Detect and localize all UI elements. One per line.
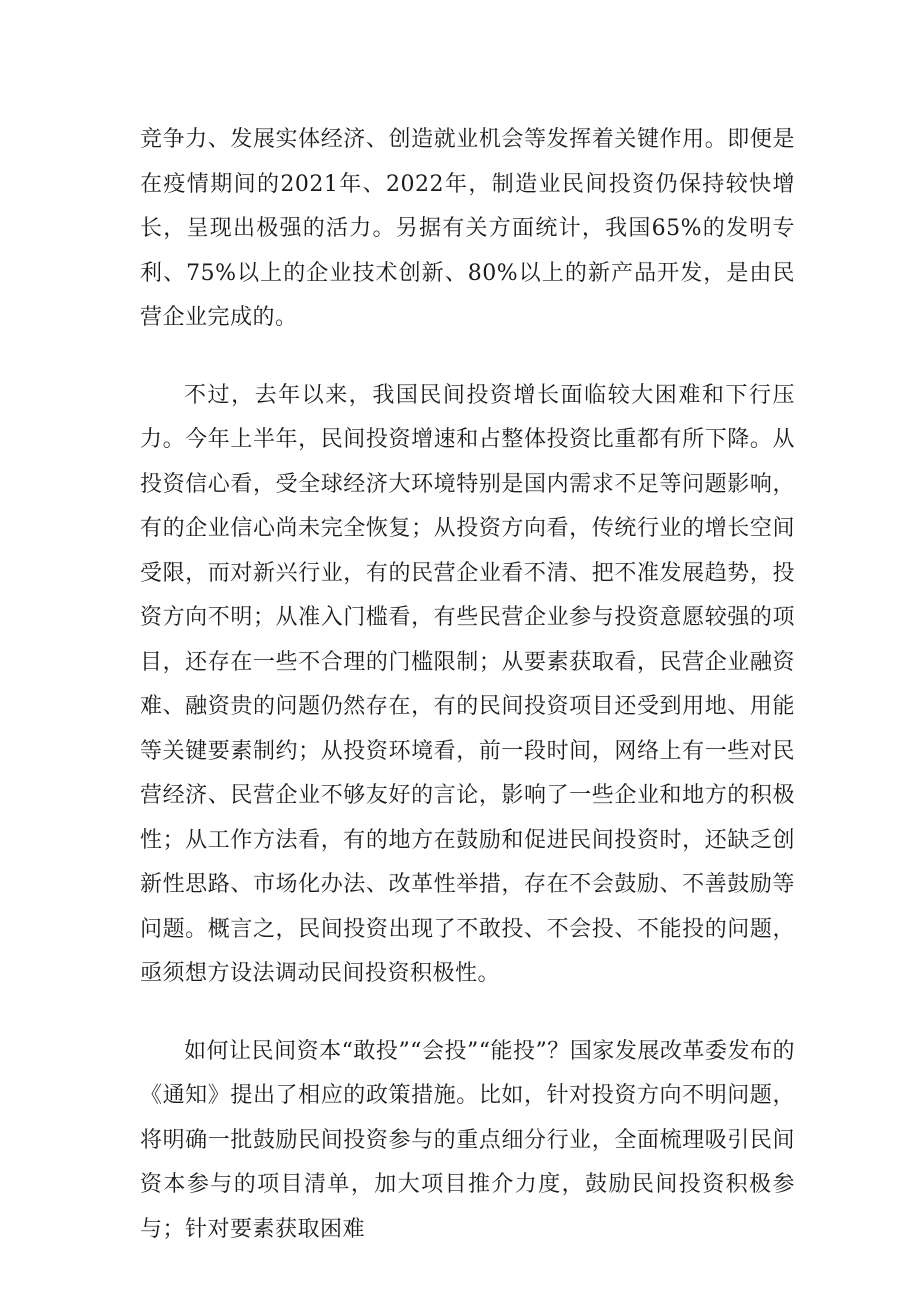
paragraph-2: 不过，去年以来，我国民间投资增长面临较大困难和下行压力。今年上半年，民间投资增速和占整体投资比重都有所下降。从投资信心看，受全球经济大环境特别是国内需求不足等问题影响，有的企业信心尚未完全恢复；从投资方向看，传统行业的增长空间受限，而对新兴行业，有的民营企业看不清、把不准发展趋势，投资方向不明；从准入门槛看，有些民营企业参与投资意愿较强的项目，还存在一些不合理的门槛限制；从要素获取看，民营企业融资难、融资贵的问题仍然存在，有的民间投资项目还受到用地、用能等关键要素制约；从投资环境看，前一段时间，网络上有一些对民营经济、民营企业不够友好的言论，影响了一些企业和地方的积极性；从工作方法看，有的地方在鼓励和促进民间投资时，还缺乏创新性思路、市场化办法、改革性举措，存在不会鼓励、不善鼓励等问题。概言之，民间投资出现了不敢投、不会投、不能投的问题，亟须想方设法调动民间投资积极性。 (140, 382, 795, 986)
paragraph-3: 如何让民间资本“敢投”“会投”“能投”？国家发展改革委发布的《通知》提出了相应的政策措施。比如，针对投资方向不明问题，将明确一批鼓励民间投资参与的重点细分行业，全面梳理吸引民间资本参与的项目清单，加大项目推介力度，鼓励民间投资积极参与；针对要素获取困难 (140, 1038, 795, 1242)
article-body (140, 118, 795, 1285)
paragraph-1: 竞争力、发展实体经济、创造就业机会等发挥着关键作用。即便是在疫情期间的2021年、2022年，制造业民间投资仍保持较快增长，呈现出极强的活力。另据有关方面统计，我国65%的发明专利、75%以上的企业技术创新、80%以上的新产品开发，是由民营企业完成的。 (140, 127, 795, 330)
